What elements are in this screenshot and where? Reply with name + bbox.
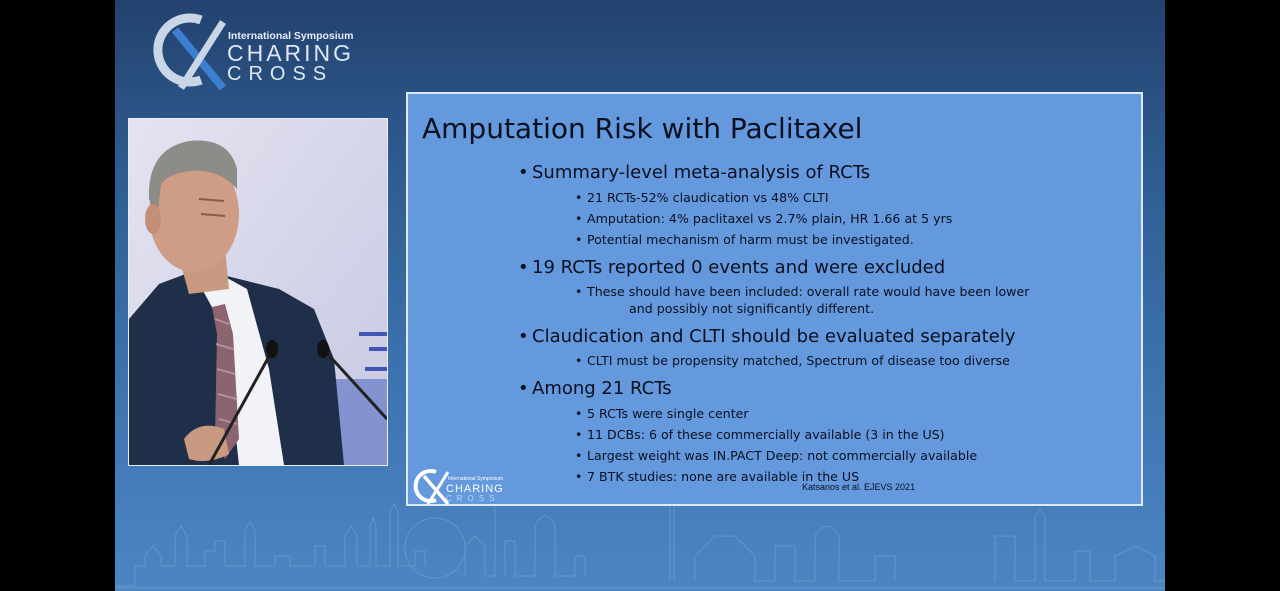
slide-citation: Katsanos et al. EJEVS 2021 bbox=[802, 482, 916, 492]
section-item: • CLTI must be propensity matched, Spectrum of disease too diverse bbox=[587, 353, 1010, 368]
section-item: • 11 DCBs: 6 of these commercially available (3 in the US) bbox=[587, 427, 945, 442]
section-heading: • Claudication and CLTI should be evaluated separately bbox=[532, 326, 1015, 347]
section-item: • 21 RCTs-52% claudication vs 48% CLTI bbox=[587, 190, 829, 205]
speaker-video-icon bbox=[129, 119, 387, 465]
logo-word-cross: CROSS bbox=[227, 63, 334, 85]
charing-cross-logo-icon bbox=[145, 10, 227, 92]
presentation-slide bbox=[406, 92, 1143, 506]
charing-cross-logo-icon bbox=[410, 466, 450, 506]
logo-word-charing: CHARING bbox=[227, 40, 355, 66]
section-item: • 7 BTK studies: none are available in the US bbox=[587, 469, 859, 484]
slide-logo-symposium-text: International Symposium bbox=[448, 476, 504, 482]
section-item: • These should have been included: overall rate would have been lower bbox=[587, 284, 1029, 299]
speaker-video bbox=[128, 118, 388, 466]
section-heading: • 19 RCTs reported 0 events and were excluded bbox=[532, 257, 945, 278]
section-item: • Largest weight was IN.PACT Deep: not commercially available bbox=[587, 448, 977, 463]
section-item: • Amputation: 4% paclitaxel vs 2.7% plain, HR 1.66 at 5 yrs bbox=[587, 211, 952, 226]
slide-title: Amputation Risk with Paclitaxel bbox=[422, 112, 863, 145]
section-item: • 5 RCTs were single center bbox=[587, 406, 749, 421]
skyline-icon bbox=[115, 496, 1165, 591]
slide-logo-word-charing: CHARING bbox=[446, 483, 504, 495]
section-heading: • Among 21 RCTs bbox=[532, 378, 672, 399]
presentation-stage bbox=[115, 0, 1165, 591]
section-item: • Potential mechanism of harm must be investigated. bbox=[587, 232, 914, 247]
charing-cross-logo bbox=[145, 14, 385, 94]
logo-symposium-text: International Symposium bbox=[228, 30, 354, 42]
section-heading: • Summary-level meta-analysis of RCTs bbox=[532, 162, 870, 183]
slide-charing-cross-logo bbox=[408, 466, 518, 506]
section-item-continued: and possibly not significantly different. bbox=[629, 301, 875, 316]
slide-logo-word-cross: CROSS bbox=[446, 494, 500, 503]
